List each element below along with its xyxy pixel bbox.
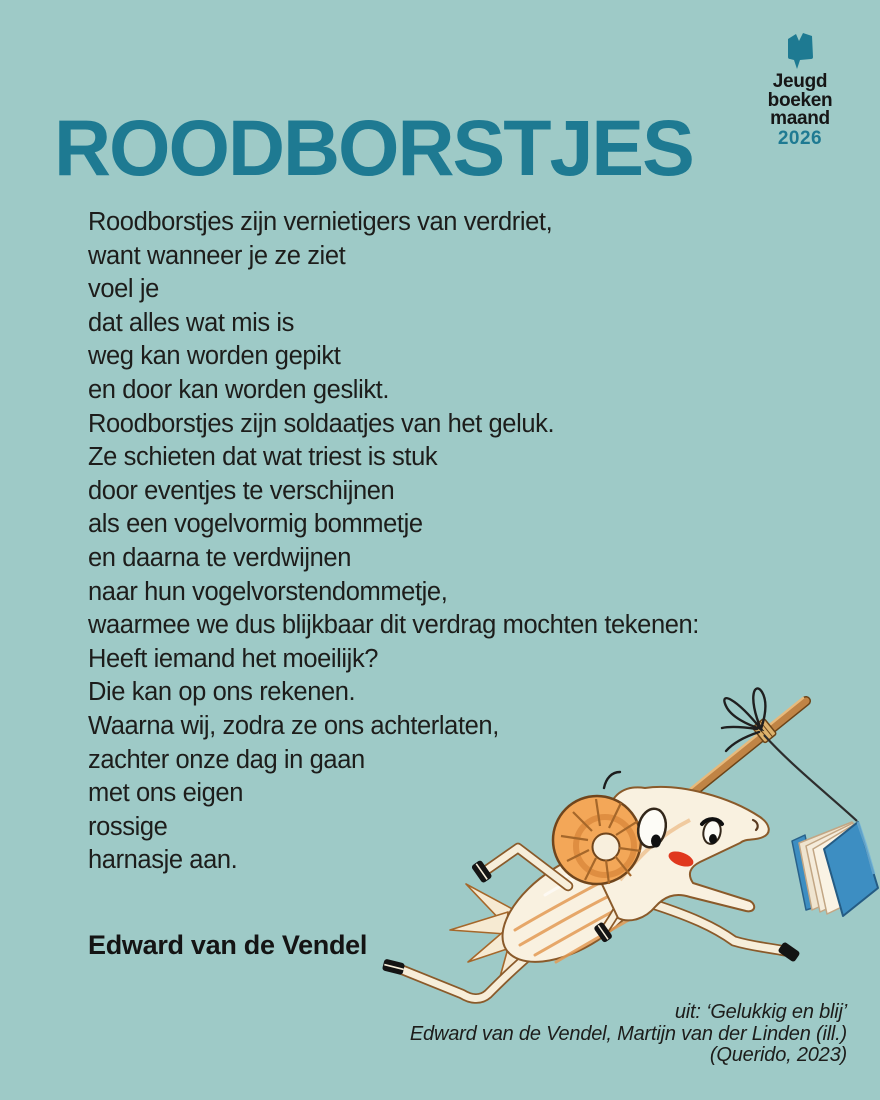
hoof [777,941,800,962]
brow [604,772,620,788]
poem-line: want wanneer je ze ziet [88,241,346,270]
attribution-line: Edward van de Vendel, Martijn van der Linden (ill.) [409,1022,847,1045]
poem-title: ROODBORSTJES [54,103,693,192]
logo-text-line: Jeugd [772,71,828,92]
poem-line: harnasje aan. [88,846,238,875]
poem-line: Roodborstjes zijn soldaatjes van het geluk. [88,409,555,438]
poem-line: rossige [88,812,168,841]
poem-line: met ons eigen [88,779,243,808]
logo-year: 2026 [777,127,823,149]
poem-line: als een vogelvormig bommetje [88,510,423,539]
poem-line: dat alles wat mis is [88,308,294,337]
poem-line: Heeft iemand het moeilijk? [88,644,379,673]
logo-text-line: boeken [767,89,833,111]
book [792,822,878,916]
hoof [382,959,405,976]
source-attribution [410,1002,847,1067]
poem-line: Roodborstjes zijn vernietigers van verdriet, [88,208,553,236]
attribution-line: uit: ‘Gelukkig en blij’ [674,1001,847,1023]
logo-text-line: maand [770,108,830,129]
poem-line: zachter onze dag in gaan [88,745,365,774]
poem-line: Ze schieten dat wat triest is stuk [88,443,438,472]
poem-line: weg kan worden gepikt [88,342,341,371]
horn [553,796,641,884]
poem-line: en daarna te verdwijnen [88,543,351,572]
poem-line: Die kan op ons rekenen. [88,678,356,707]
book-pennant-icon [786,32,814,70]
jeugdboekenmaand-logo [745,32,855,149]
poem-line: en door kan worden geslikt. [88,375,390,404]
poet-name: Edward van de Vendel [88,930,368,960]
string [764,735,857,821]
poem-line: Waarna wij, zodra ze ons achterlaten, [88,711,499,740]
poem-line: naar hun vogelvorstendommetje, [88,577,448,606]
poem-line: door eventjes te verschijnen [88,476,395,505]
poem-line: waarmee we dus blijkbaar dit verdrag mochten tekenen: [88,611,699,640]
hind-leg [640,900,785,951]
poem-line: voel je [88,275,159,304]
attribution-line: (Querido, 2023) [709,1044,847,1066]
